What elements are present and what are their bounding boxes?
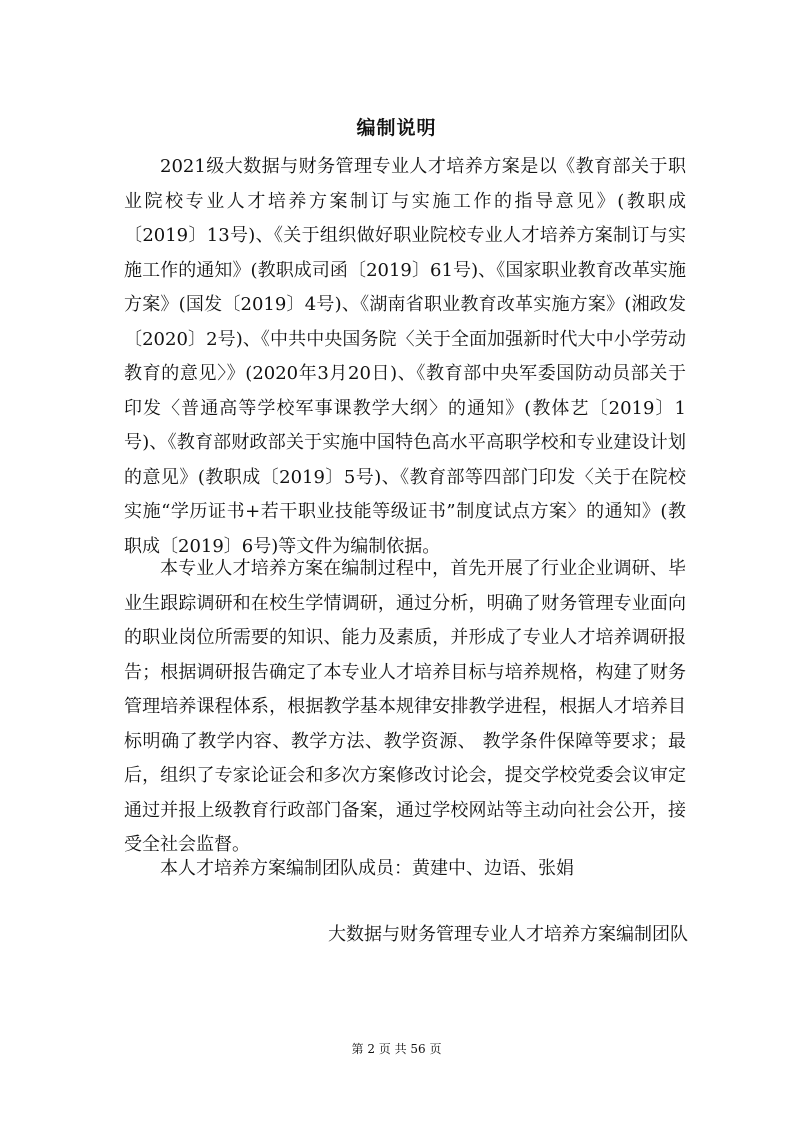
paragraph-team-members: 本人才培养方案编制团队成员：黄建中、边语、张娟 [160,858,574,879]
team-signature: 大数据与财务管理专业人才培养方案编制团队 [328,924,688,945]
page-title: 编制说明 [356,117,437,139]
paragraph-basis: 2021级大数据与财务管理专业人才培养方案是以《教育部关于职业院校专业人才培养方案制订与实施工作的指导意见》(教职成〔2019〕13号)、《关于组织做好职业院校专业人才培养方案制订与实施工作的通知》(教职成司函〔2019〕61号)、《国家职业教育改革实施方案》(国发〔2019〕4号)、《湖南省职业教育改革实施方案》(湘政发〔2020〕2号)、《中共中央国务院〈关于全面加强新时代大中小学劳动教育的意见〉》(2020年3月20日)、《教育部中央军委国防动员部关于印发〈普通高等学校军事课教学大纲〉的通知》(教体艺〔2019〕1号)、《教育部财政部关于实施中国特色高水平高职学校和专业建设计划的意见》(教职成〔2019〕5号)、《教育部等四部门印发〈关于在院校实施“学历证书+若干职业技能等级证书”制度试点方案〉的通知》(教职成〔2019〕6号)等文件为编制依据。 [124,156,686,557]
paragraph-process: 本专业人才培养方案在编制过程中，首先开展了行业企业调研、毕业生跟踪调研和在校生学情调研，通过分析，明确了财务管理专业面向的职业岗位所需要的知识、能力及素质，并形成了专业人才培养调研报告；根据调研报告确定了本专业人才培养目标与培养规格，构建了财务管理培养课程体系，根据教学基本规律安排教学进程，根据人才培养目标明确了教学内容、教学方法、教学资源、 教学条件保障等要求；最后，组织了专家论证会和多次方案修改讨论会，提交学校党委会议审定通过并报上级教育行政部门备案，通过学校网站等主动向社会公开，接受全社会监督。 [124,558,686,855]
page-number-footer: 第 2 页 共 56 页 [351,1042,442,1056]
